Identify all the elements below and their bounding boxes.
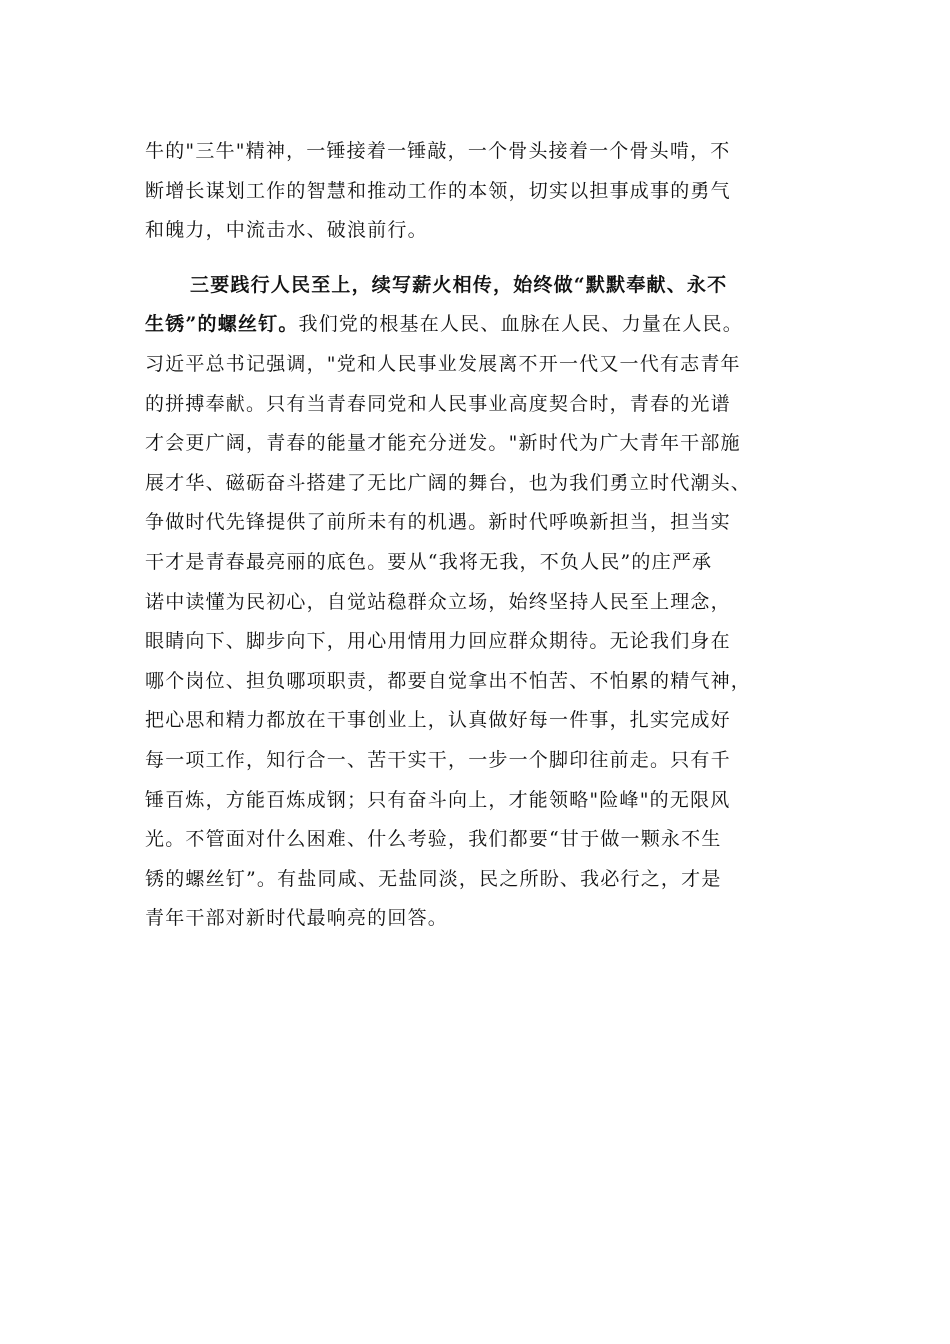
paragraph-2-heading-part-1: 三要践行人民至上，续写薪火相传，始终做“默默奉献、永不 [190,273,728,296]
paragraph-2-line-12: 把心思和精力都放在干事创业上，认真做好每一件事，扎实完成好 [145,709,731,732]
paragraph-1 [145,132,810,251]
paragraph-1-line-3: 和魄力，中流击水、破浪前行。 [145,219,428,242]
paragraph-2-line-1 [145,266,810,306]
paragraph-2-line-4: 的拼搏奉献。只有当青春同党和人民事业高度契合时，青春的光谱 [145,392,731,415]
paragraph-2-line-17: 青年干部对新时代最响亮的回答。 [145,907,449,930]
paragraph-2-heading-part-2: 生锈”的螺丝钉。 [145,313,299,336]
paragraph-1-line-2: 断增长谋划工作的智慧和推动工作的本领，切实以担事成事的勇气 [145,179,731,202]
paragraph-2-line-9: 诺中读懂为民初心，自觉站稳群众立场，始终坚持人民至上理念， [145,590,731,613]
paragraph-spacer [145,251,810,266]
paragraph-2 [145,266,810,939]
paragraph-2-line-6: 展才华、磁砺奋斗搭建了无比广阔的舞台，也为我们勇立时代潮头、 [145,471,752,494]
paragraph-2-line-8: 干才是青春最亮丽的底色。要从“我将无我，不负人民”的庄严承 [145,550,713,573]
paragraph-2-line-7: 争做时代先锋提供了前所未有的机遇。新时代呼唤新担当，担当实 [145,511,731,534]
paragraph-2-line-11: 哪个岗位、担负哪项职责，都要自觉拿出不怕苦、不怕累的精气神， [145,669,752,692]
paragraph-2-line-2 [145,305,810,345]
paragraph-2-line-3: 习近平总书记强调，"党和人民事业发展离不开一代又一代有志青年 [145,352,741,375]
paragraph-2-line-14: 锤百炼，方能百炼成钢；只有奋斗向上，才能领略"险峰"的无限风 [145,788,731,811]
paragraph-2-line-10: 眼睛向下、脚步向下，用心用情用力回应群众期待。无论我们身在 [145,630,731,653]
document-page [145,132,810,939]
paragraph-2-line-5: 才会更广阔，青春的能量才能充分迸发。"新时代为广大青年干部施 [145,432,741,455]
paragraph-2-line-2-text: 我们党的根基在人民、血脉在人民、力量在人民。 [298,313,743,336]
paragraph-2-line-13: 每一项工作，知行合一、苦干实干，一步一个脚印往前走。只有千 [145,748,731,771]
paragraph-1-line-1: 牛的"三牛"精神，一锤接着一锤敲，一个骨头接着一个骨头啃，不 [145,140,731,162]
paragraph-2-line-16: 锈的螺丝钉”。有盐同咸、无盐同淡，民之所盼、我必行之，才是 [145,867,722,890]
paragraph-2-line-15: 光。不管面对什么困难、什么考验，我们都要“甘于做一颗永不生 [145,828,722,851]
